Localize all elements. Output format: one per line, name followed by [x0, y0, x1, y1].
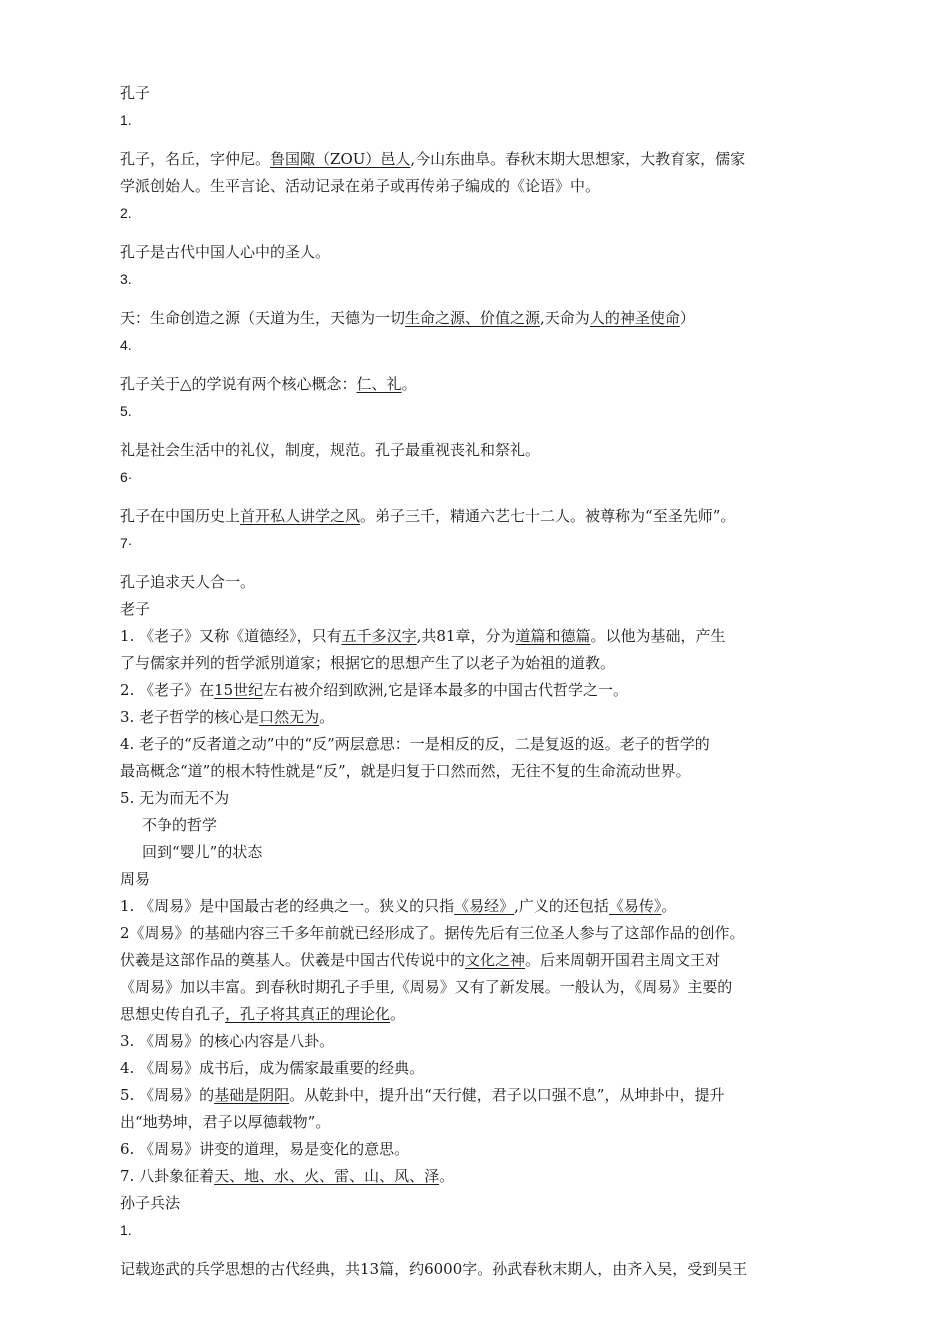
underlined-text: 文化之神 — [465, 951, 526, 969]
text-segment: 孙子兵法 — [120, 1194, 181, 1212]
text-segment: ） — [679, 309, 695, 327]
text-segment: 5. 《周易》的 — [120, 1086, 215, 1104]
underlined-text: ，孔子将其真正的理论化 — [225, 1005, 391, 1023]
underlined-text: 首开私人讲学之风 — [240, 507, 361, 525]
text-segment: 。后来周朝开国君主周文王对 — [525, 951, 721, 969]
text-segment: 7· — [120, 535, 133, 551]
section-heading — [120, 596, 838, 623]
text-segment: 1. 《老子》又称《道德经》，只有 — [120, 627, 342, 645]
underlined-text: 《易传》 — [608, 897, 662, 915]
underlined-text: 口然无为 — [259, 708, 320, 726]
text-segment: 左右被介绍到欧洲,它是译本最多的中国古代哲学之一。 — [263, 681, 628, 699]
text-segment: 。 — [401, 375, 417, 393]
text-line — [120, 569, 838, 596]
item-number — [120, 266, 838, 293]
text-line — [120, 239, 838, 266]
paragraph-spacer — [120, 227, 838, 239]
text-line — [120, 1136, 838, 1163]
text-segment: 3. 《周易》的核心内容是八卦。 — [120, 1032, 335, 1050]
text-segment: 礼是社会生活中的礼仪，制度，规范。孔子最重视丧礼和祭礼。 — [120, 441, 541, 459]
text-segment: 记载迩武的兵学思想的古代经典，共13篇，约6000字。孙武春秋末期人，由齐入吴，受到吴王 — [120, 1260, 748, 1278]
paragraph-spacer — [120, 293, 838, 305]
text-segment: 孔子 — [120, 84, 151, 102]
text-segment: 天：生命创造之源（天道为生，天德为一切 — [120, 309, 406, 327]
text-line — [120, 650, 838, 677]
text-segment: 1. — [120, 1222, 132, 1238]
text-segment: 6. 《周易》讲变的道理，易是变化的意思。 — [120, 1140, 410, 1158]
paragraph-spacer — [120, 491, 838, 503]
text-line — [120, 704, 838, 731]
text-line — [120, 677, 838, 704]
text-line — [120, 1163, 838, 1190]
text-segment: 了与儒家并列的哲学派別道家；根据它的思想产生了以老子为始祖的道教。 — [120, 654, 616, 672]
text-line — [120, 731, 838, 758]
text-line — [120, 173, 838, 200]
underlined-text: 五千多汉字 — [341, 627, 417, 645]
paragraph-spacer — [120, 425, 838, 437]
text-segment: 《周易》加以丰富。到春秋时期孔子手里,《周易》又有了新发展。一般认为，《周易》主要的 — [120, 978, 733, 996]
text-segment: 5. — [120, 403, 132, 419]
underlined-text: 基础是阴阳 — [214, 1086, 290, 1104]
item-number — [120, 200, 838, 227]
underlined-text: 15世纪 — [214, 681, 264, 699]
text-segment: 。 — [661, 897, 677, 915]
text-line — [120, 1256, 838, 1283]
item-number — [120, 107, 838, 134]
text-segment: 2. — [120, 205, 132, 221]
text-segment: 。 — [390, 1005, 406, 1023]
text-line — [120, 1028, 838, 1055]
text-line — [120, 1082, 838, 1109]
text-segment: 。弟子三千，精通六艺七十二人。被尊称为“至圣先师”。 — [360, 507, 736, 525]
text-line — [120, 1001, 838, 1028]
text-segment: ,今山东曲阜。春秋末期大思想家，大教育家，儒家 — [410, 150, 746, 168]
item-number — [120, 398, 838, 425]
text-segment: 2. 《老子》在 — [120, 681, 215, 699]
text-segment: 周易 — [120, 870, 151, 888]
indented-line — [120, 812, 838, 839]
underlined-text: 人的神圣使命 — [589, 309, 680, 327]
text-line — [120, 623, 838, 650]
text-line — [120, 893, 838, 920]
text-segment: 。以他为基础，产生 — [590, 627, 726, 645]
text-line — [120, 1055, 838, 1082]
text-segment: 。 — [439, 1167, 455, 1185]
text-segment: 。 — [319, 708, 335, 726]
text-segment: 4. 老子的“反者道之动”中的“反”两层意思：一是相反的反，二是复返的返。老子的哲学的 — [120, 735, 710, 753]
paragraph-spacer — [120, 557, 838, 569]
text-line — [120, 371, 838, 398]
text-segment: 老子 — [120, 600, 151, 618]
text-segment: 1. — [120, 112, 132, 128]
text-segment: 伏羲是这部作品的奠基人。伏羲是中国古代传说中的 — [120, 951, 466, 969]
text-segment: 最高概念“道”的根木特性就是“反”，就是归复于口然而然，无往不复的生命流动世界。 — [120, 762, 691, 780]
text-segment: 7. 八卦象征着 — [120, 1167, 215, 1185]
underlined-text: 仁、礼 — [356, 375, 402, 393]
text-segment: ,共81章，分为 — [416, 627, 516, 645]
text-segment: 孔子关于△的学说有两个核心概念： — [120, 375, 357, 393]
indented-line — [120, 839, 838, 866]
text-segment: 思想史传自孔子 — [120, 1005, 226, 1023]
item-number — [120, 332, 838, 359]
section-heading — [120, 866, 838, 893]
text-line — [120, 437, 838, 464]
text-line — [120, 947, 838, 974]
text-segment: 3. — [120, 271, 132, 287]
text-line — [120, 1109, 838, 1136]
text-segment: 孔子追求天人合一。 — [120, 573, 256, 591]
text-line — [120, 758, 838, 785]
underlined-text: 生命之源、价值之源 — [405, 309, 541, 327]
text-segment: 4. 《周易》成书后，成为儒家最重要的经典。 — [120, 1059, 425, 1077]
text-segment: 。从乾卦中，提升出“天行健，君子以口强不息”，从坤卦中，提升 — [289, 1086, 725, 1104]
text-segment: 6· — [120, 469, 133, 485]
text-line — [120, 785, 838, 812]
item-number — [120, 1217, 838, 1244]
text-segment: 2《周易》的基础内容三千多年前就已经形成了。据传先后有三位圣人参与了这部作品的创作。 — [120, 924, 745, 942]
text-segment: 孔子是古代中国人心中的圣人。 — [120, 243, 331, 261]
text-line — [120, 146, 838, 173]
text-segment: 学派创始人。生平言论、活动记录在弟子或再传弟子编成的《论语》中。 — [120, 177, 601, 195]
text-segment: 1. 《周易》是中国最古老的经典之一。狭义的只指 — [120, 897, 455, 915]
text-line — [120, 305, 838, 332]
text-segment: 4. — [120, 337, 132, 353]
section-heading — [120, 80, 838, 107]
underlined-text: 道篇和德篇 — [515, 627, 591, 645]
underlined-text: 《易经》 — [454, 897, 515, 915]
underlined-text: 鲁国陬（ZOU）邑人 — [270, 150, 411, 168]
text-line — [120, 974, 838, 1001]
paragraph-spacer — [120, 134, 838, 146]
paragraph-spacer — [120, 1244, 838, 1256]
item-number — [120, 464, 838, 491]
text-segment: ,天命为 — [540, 309, 590, 327]
underlined-text: 天、地、水、火、雷、山、风、泽 — [214, 1167, 440, 1185]
text-segment: 孔子在中国历史上 — [120, 507, 241, 525]
item-number — [120, 530, 838, 557]
paragraph-spacer — [120, 359, 838, 371]
text-line — [120, 503, 838, 530]
text-line — [120, 920, 838, 947]
section-heading — [120, 1190, 838, 1217]
text-segment: 5. 无为而无不为 — [120, 789, 230, 807]
text-segment: 出“地势坤，君子以厚德载物”。 — [120, 1113, 331, 1131]
text-segment: 孔子，名丘，字仲尼。 — [120, 150, 271, 168]
text-segment: ,广义的还包括 — [514, 897, 609, 915]
text-segment: 不争的哲学 — [142, 816, 218, 834]
text-segment: 3. 老子哲学的核心是 — [120, 708, 260, 726]
text-segment: 回到“婴儿”的状态 — [142, 843, 263, 861]
